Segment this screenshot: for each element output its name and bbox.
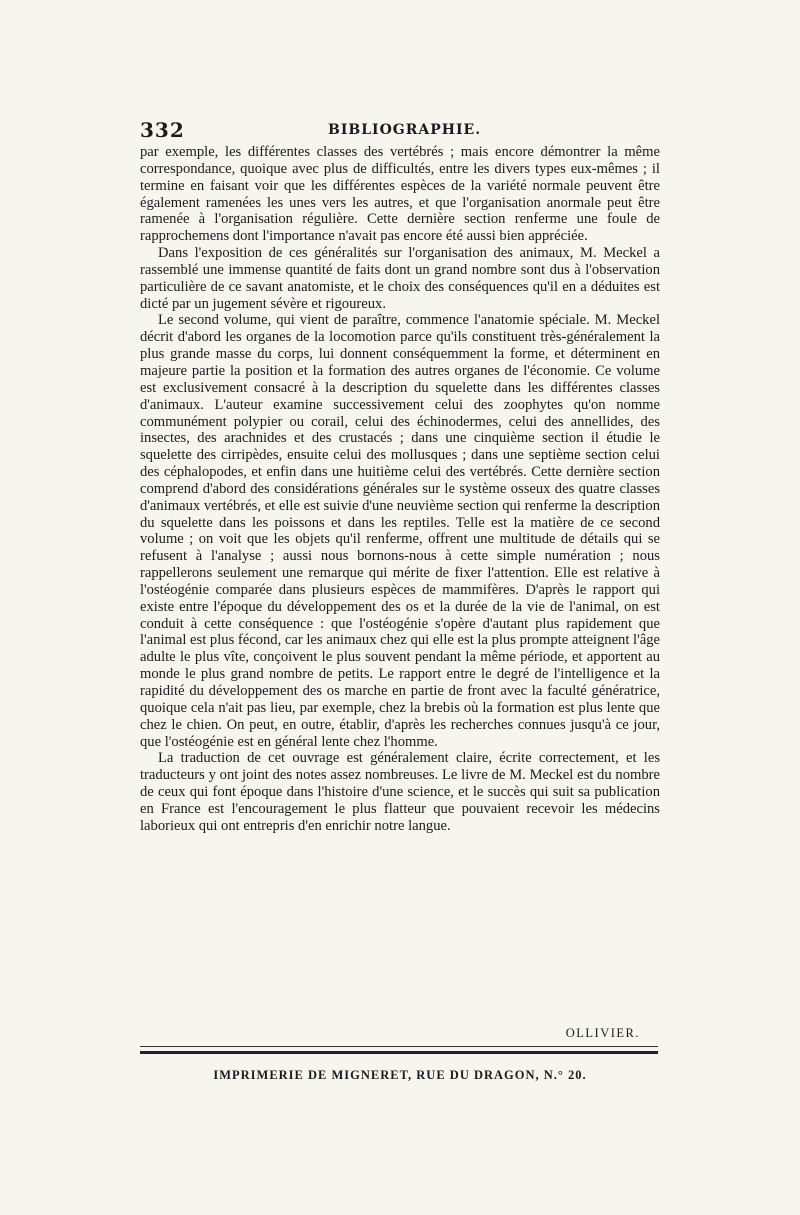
- section-title: BIBLIOGRAPHIE.: [328, 122, 482, 138]
- divider-thick: [140, 1051, 658, 1054]
- printer-imprint: IMPRIMERIE DE MIGNERET, RUE DU DRAGON, N.° 20.: [213, 1068, 587, 1082]
- body-text: [140, 144, 660, 835]
- author-signature: OLLIVIER.: [565, 1026, 640, 1040]
- paragraph: Le second volume, qui vient de paraître, commence l'anatomie spéciale. M. Meckel décrit d'abord les organes de la locomotion parce qu'ils constituent très-généralement la plus grande masse du corps, lui donnent conséquemment la forme, et déterminent en majeure partie la position et la formation des autres organes de l'économie. Ce volume est exclusivement consacré à la description du squelette dans les différentes classes d'animaux. L'auteur examine successivement celui des zoophytes qu'on nomme communément polypier ou corail, celui des échinodermes, celui des annellides, des insectes, des arachnides et des crustacés ; dans une cinquième section il étudie le squelette des cirripèdes, ensuite celui des mollusques ; dans une septième section celui des céphalopodes, et enfin dans une huitième celui des vertébrés. Cette dernière section comprend d'abord des considérations générales sur le système osseux des quatre classes d'animaux vertébrés, et elle est suivie d'une neuvième section qui renferme la description du squelette dans les poissons et dans les reptiles. Telle est la matière de ce second volume ; on voit que les objets qu'il renferme, offrent une multitude de détails qui se refusent à l'analyse ; aussi nous bornons-nous à cette simple numération ; nous rappellerons seulement une remarque qui mérite de fixer l'attention. Elle est relative à l'ostéogénie comparée dans plusieurs espèces de mammifères. D'après le rapport qui existe entre l'époque du développement des os et la durée de la vie de l'animal, on est conduit à cette conséquence : que l'ostéogénie s'opère d'autant plus rapidement que l'animal est plus fécond, car les animaux chez qui elle est la plus prompte atteignent l'âge adulte le plus vîte, conçoivent le plus souvent pendant la même période, et apportent au monde le plus grand nombre de petits. Le rapport entre le degré de l'intelligence et la rapidité du développement des os marche en partie de front avec la faculté génératrice, quoique cela n'ait pas lieu, par exemple, chez la brebis où la formation est plus lente que chez le chien. On peut, en outre, établir, d'après les recherches connues jusqu'à ce jour, que l'ostéogénie est en général lente chez l'homme.: [140, 312, 660, 750]
- paragraph: La traduction de cet ouvrage est généralement claire, écrite correctement, et les traducteurs y ont joint des notes assez nombreuses. Le livre de M. Meckel est du nombre de ceux qui font époque dans l'histoire d'une science, et le succès qui suit sa publication en France est l'encouragement le plus flatteur que pouvaient recevoir les médecins laborieux qui ont entrepris d'en enrichir notre langue.: [140, 750, 660, 834]
- paragraph: Dans l'exposition de ces généralités sur l'organisation des animaux, M. Meckel a rassemblé une immense quantité de faits dont un grand nombre sont dus à l'observation particulière de ce savant anatomiste, et le choix des conséquences qu'il en a déduites est dicté par un jugement sévère et rigoureux.: [140, 245, 660, 312]
- running-head: [140, 118, 660, 142]
- page-number: 332: [140, 118, 185, 142]
- divider-thin: [140, 1046, 658, 1047]
- paragraph-continuation: par exemple, les différentes classes des vertébrés ; mais encore démontrer la même correspondance, quoique avec plus de difficultés, entre les divers types eux-mêmes ; il termine en faisant voir que les différentes espèces de la variété normale peuvent être également ramenées les unes vers les autres, et que l'organisation anormale peut être ramenée à l'organisation régulière. Cette dernière section renferme une foule de rapprochemens dont l'importance n'avait pas encore été aussi bien appréciée.: [140, 144, 660, 245]
